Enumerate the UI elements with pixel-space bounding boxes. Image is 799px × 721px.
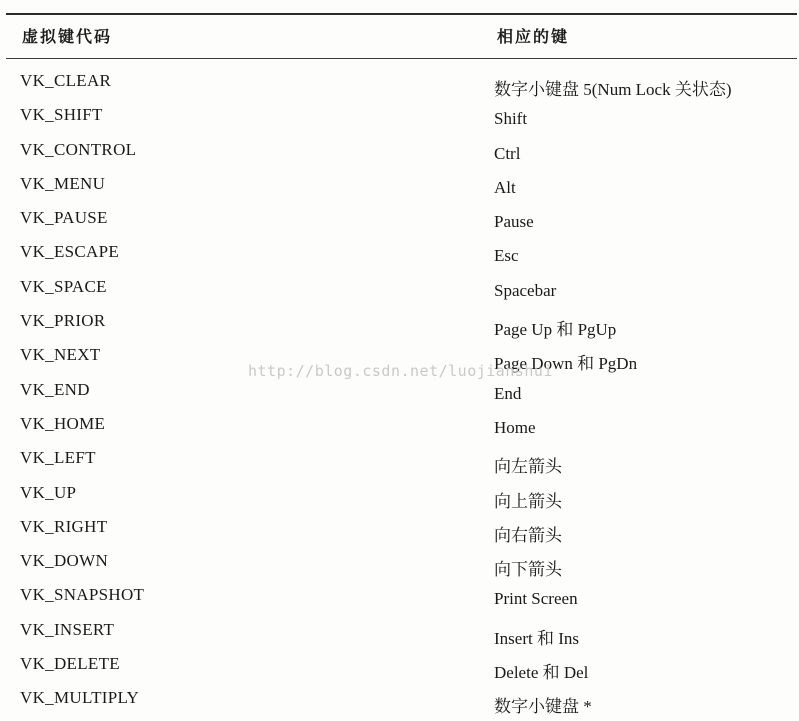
virtual-key-code-cell: VK_NEXT	[20, 345, 101, 365]
header-corresponding-key: 相应的键	[497, 27, 570, 46]
virtual-key-code-cell: VK_ESCAPE	[20, 242, 120, 262]
table-header	[0, 24, 799, 52]
corresponding-key-cell: Insert 和 Ins	[494, 628, 579, 648]
table-row	[0, 378, 799, 412]
watermark-url: http://blog.csdn.net/luojianshui	[248, 362, 553, 380]
virtual-key-code-cell: VK_MULTIPLY	[20, 688, 140, 708]
corresponding-key-cell: Page Up 和 PgUp	[494, 320, 617, 340]
table-row	[0, 309, 799, 343]
virtual-key-code-cell: VK_SPACE	[20, 276, 107, 296]
table-row	[0, 172, 799, 206]
corresponding-key-cell: Home	[494, 417, 536, 437]
virtual-key-code-cell: VK_DOWN	[20, 551, 109, 571]
table-header-rule	[6, 58, 797, 59]
table-row	[0, 240, 799, 274]
table-row	[0, 275, 799, 309]
corresponding-key-cell: 数字小键盘 *	[494, 697, 592, 717]
table-row	[0, 412, 799, 446]
table-row	[0, 515, 799, 549]
table-row	[0, 583, 799, 617]
corresponding-key-cell: Spacebar	[494, 280, 557, 300]
table-row	[0, 549, 799, 583]
virtual-key-code-cell: VK_PAUSE	[20, 208, 108, 228]
corresponding-key-cell: Shift	[494, 109, 528, 129]
corresponding-key-cell: 数字小键盘 5(Num Lock 关状态)	[494, 80, 732, 99]
corresponding-key-cell: Page Down 和 PgDn	[494, 354, 638, 374]
table-row	[0, 206, 799, 240]
table-row	[0, 69, 799, 103]
corresponding-key-cell: Print Screen	[494, 589, 578, 609]
corresponding-key-cell: Pause	[494, 212, 534, 232]
virtual-key-code-cell: VK_MENU	[20, 173, 106, 193]
table-top-rule	[6, 13, 797, 15]
virtual-key-code-cell: VK_UP	[20, 482, 77, 502]
virtual-key-code-cell: VK_SNAPSHOT	[20, 585, 145, 605]
table-row	[0, 618, 799, 652]
corresponding-key-cell: Alt	[494, 177, 516, 197]
table-row	[0, 138, 799, 172]
virtual-key-code-cell: VK_INSERT	[20, 619, 115, 639]
corresponding-key-cell: Ctrl	[494, 143, 521, 163]
virtual-key-code-cell: VK_LEFT	[20, 448, 96, 468]
corresponding-key-cell: 向左箭头	[494, 457, 562, 477]
header-virtual-key-code: 虚拟键代码	[22, 27, 113, 46]
virtual-key-code-cell: VK_HOME	[20, 413, 106, 433]
table-row	[0, 481, 799, 515]
corresponding-key-cell: Delete 和 Del	[494, 663, 589, 683]
virtual-key-code-cell: VK_CLEAR	[20, 71, 112, 90]
table-row	[0, 446, 799, 480]
virtual-key-code-cell: VK_CONTROL	[20, 139, 137, 159]
virtual-key-code-cell: VK_DELETE	[20, 654, 120, 674]
virtual-key-code-cell: VK_PRIOR	[20, 311, 106, 331]
virtual-key-code-cell: VK_SHIFT	[20, 105, 103, 125]
virtual-key-code-cell: VK_RIGHT	[20, 516, 108, 536]
corresponding-key-cell: 向下箭头	[494, 560, 562, 580]
corresponding-key-cell: 向上箭头	[494, 491, 562, 511]
virtual-key-code-cell: VK_END	[20, 379, 90, 399]
table-row	[0, 103, 799, 137]
corresponding-key-cell: End	[494, 383, 522, 403]
table-row	[0, 686, 799, 720]
corresponding-key-cell: 向右箭头	[494, 525, 562, 545]
table-row	[0, 652, 799, 686]
table-body	[0, 69, 799, 721]
corresponding-key-cell: Esc	[494, 246, 519, 266]
